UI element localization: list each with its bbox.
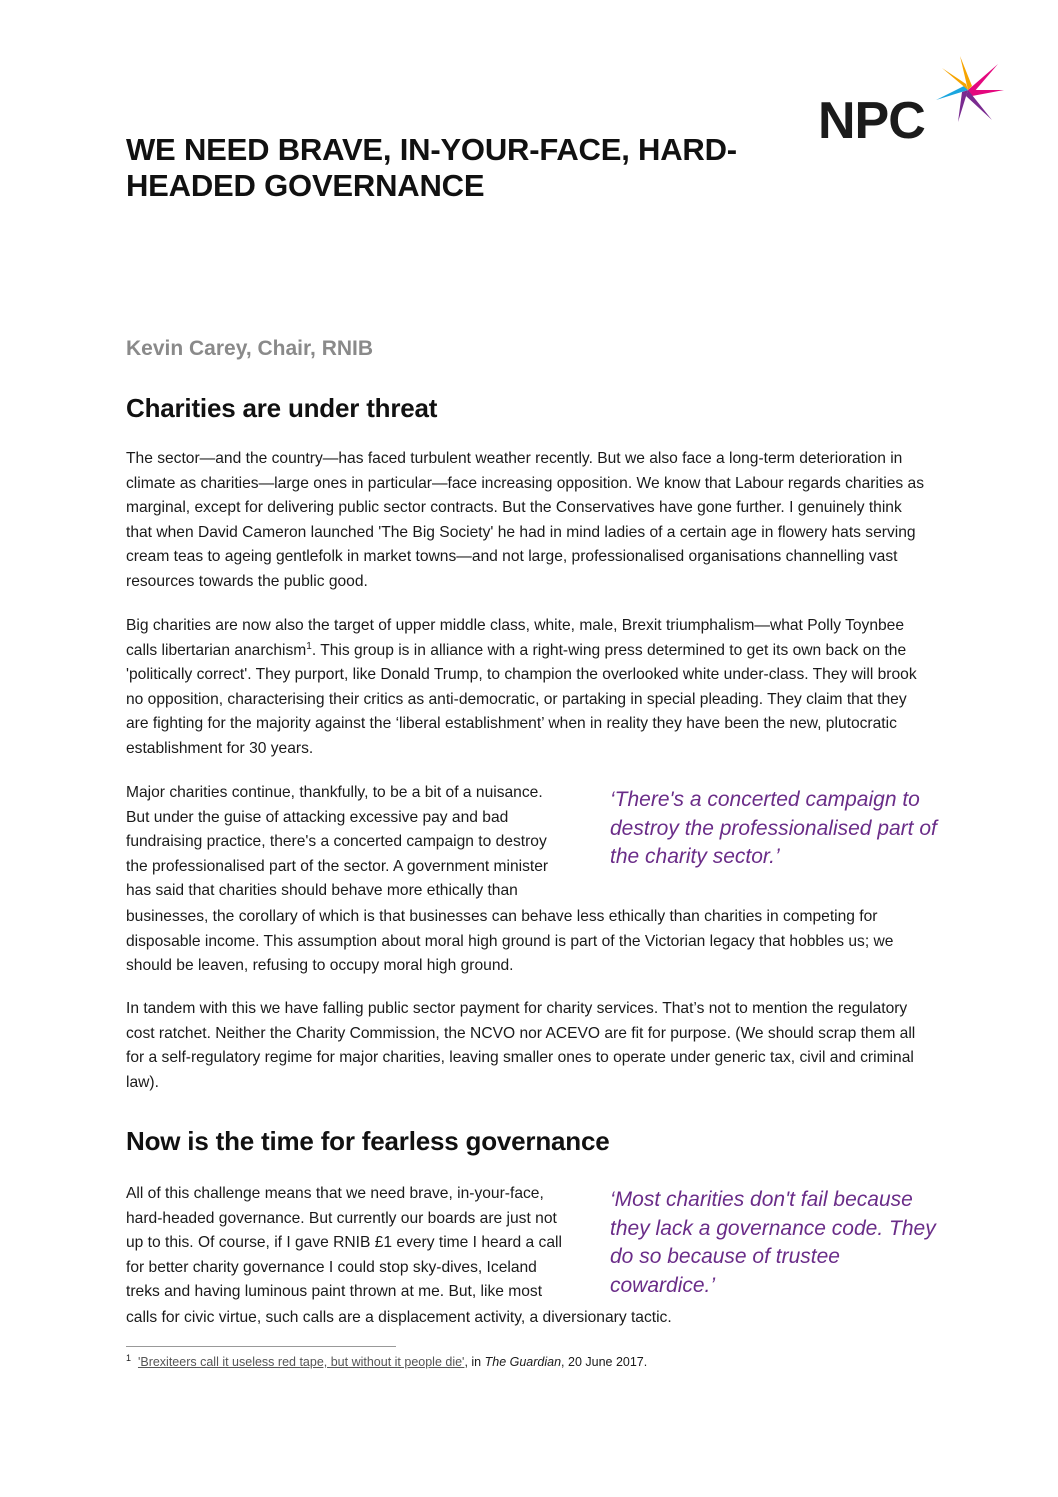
paragraph-narrow: All of this challenge means that we need brave, in-your-face, hard-headed governance. But currently our boards are just not up to this. Of course, if I gave RNIB £1 every time I heard a call for better charity governance I could stop sky-dives, Iceland treks and having luminous paint thrown at me. But, like most xyxy=(126,1185,562,1301)
footnote-date: , 20 June 2017. xyxy=(561,1355,648,1369)
footnote-source: The Guardian xyxy=(484,1355,562,1369)
byline: Kevin Carey, Chair, RNIB xyxy=(126,337,374,360)
section-heading-fearless: Now is the time for fearless governance xyxy=(126,1126,610,1156)
npc-logo xyxy=(818,52,1008,152)
paragraph: The sector—and the country—has faced turbulent weather recently. But we also face a long-term deterioration in climate as charities—large ones in particular—face increasing opposition. We know that Labour regards charities as marginal, except for delivering public sector contracts. But the Conservatives have gone further. I genuinely think that when David Cameron launched 'The Big Society' he had in mind ladies of a certain age in flowery hats serving cream teas to ageing gentlefolk in market towns—and not large, professionalised organisations channelling vast resources towards the public good. xyxy=(126,450,924,590)
footnote xyxy=(126,1352,648,1369)
npc-logo-graphic xyxy=(818,52,1008,152)
paragraph-continuation: calls for civic virtue, such calls are a displacement activity, a diversionary tactic. xyxy=(126,1309,672,1326)
footnote-divider xyxy=(126,1346,396,1347)
paragraph-text: Big charities are now also the target of upper middle class, white, male, Brexit triumphalism—what Polly Toynbee calls libertarian anarchism xyxy=(126,617,905,659)
footnote-text: , in xyxy=(464,1355,485,1369)
footnote-link[interactable]: 'Brexiteers call it useless red tape, but without it people die' xyxy=(137,1355,465,1369)
document-title: WE NEED BRAVE, IN-YOUR-FACE, HARD-HEADED GOVERNANCE xyxy=(126,132,737,203)
paragraph-continuation: businesses, the corollary of which is that businesses can behave less ethically than charities in competing for disposable income. This assumption about moral high ground is part of the Victorian legacy that hobbles us; we should be leaven, refusing to occupy moral high ground. xyxy=(126,908,894,975)
logo-wordmark: NPC xyxy=(818,92,925,150)
paragraph xyxy=(126,614,932,762)
paragraph-text: . This group is in alliance with a right-wing press determined to get its own back on the 'politically correct'. They purport, like Donald Trump, to champion the overlooked white under-class. They will brook no opposition, characterising their critics as anti-democratic, or partaking in special pleading. They claim that they are fighting for the majority against the ‘liberal establishment’ when in reality they have been the new, plutocratic establishment for 30 years. xyxy=(126,641,917,757)
section-heading-threat: Charities are under threat xyxy=(126,393,438,423)
paragraph: In tandem with this we have falling public sector payment for charity services. That’s not to mention the regulatory cost ratchet. Neither the Charity Commission, the NCVO nor ACEVO are fit for purpose. (We should scrap them all for a self-regulatory regime for major charities, leaving smaller ones to operate under generic tax, civil and criminal law). xyxy=(126,1000,916,1091)
footnote-number: 1 xyxy=(126,1352,132,1363)
footnote-marker[interactable]: 1 xyxy=(306,640,312,652)
pull-quote: ‘There's a concerted campaign to destroy the professionalised part of the charity sector.’ xyxy=(610,788,937,868)
star-icon xyxy=(936,56,1004,122)
paragraph-narrow: Major charities continue, thankfully, to be a bit of a nuisance. But under the guise of attacking excessive pay and bad fundraising practice, there's a concerted campaign to destroy the professionalised part of the sector. A government minister has said that charities should behave more ethically than xyxy=(126,784,549,900)
pull-quote: ‘Most charities don't fail because they lack a governance code. They do so because of trustee cowardice.’ xyxy=(610,1188,936,1297)
